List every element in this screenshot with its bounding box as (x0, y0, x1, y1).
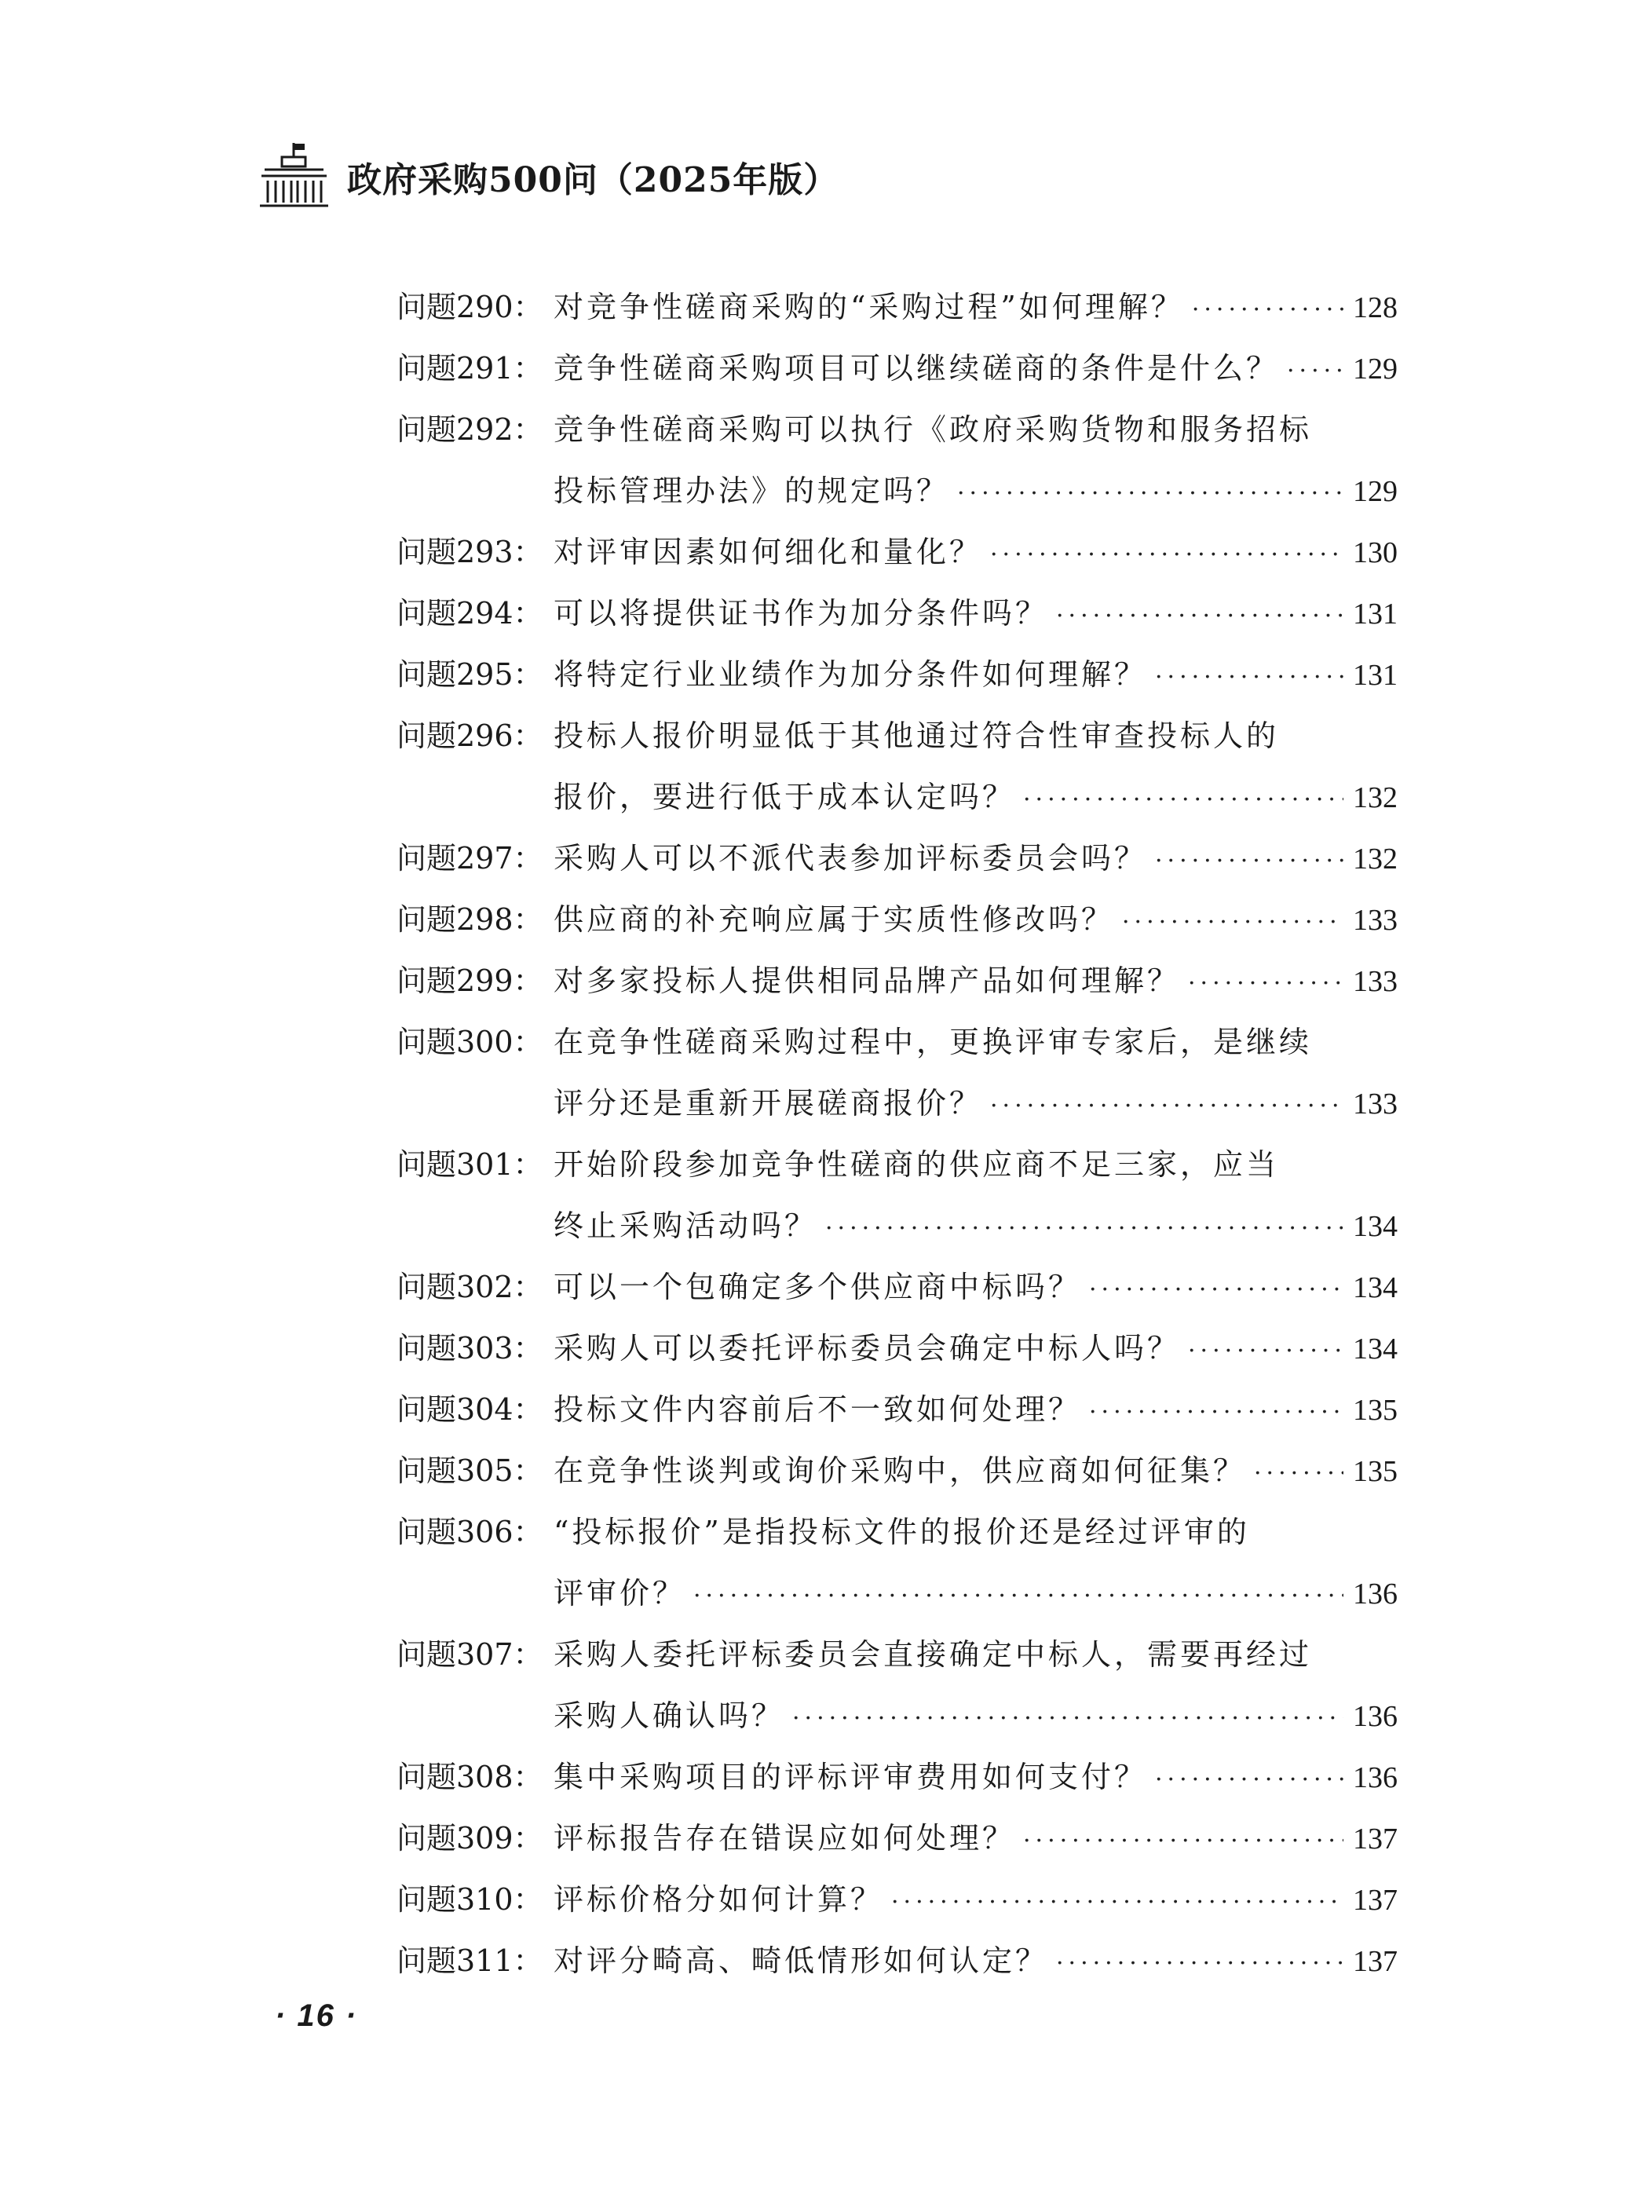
toc-entry-line (397, 1256, 1398, 1318)
question-title: 采购人可以委托评标委员会确定中标人吗？ (554, 1331, 1181, 1366)
toc-entry-line (397, 1685, 1398, 1746)
question-number: 问题294： (397, 596, 543, 631)
toc-entry[interactable] (397, 1869, 1398, 1930)
page-reference: 137 (1353, 1945, 1398, 1978)
toc-entry-line (397, 276, 1398, 338)
question-title: 评标价格分如何计算？ (554, 1882, 884, 1917)
page-reference: 137 (1353, 1823, 1398, 1856)
page-reference: 129 (1353, 353, 1398, 386)
question-number: 问题297： (397, 841, 543, 876)
dot-leader (693, 1566, 1343, 1627)
toc-entry[interactable] (397, 1624, 1398, 1746)
page-reference: 132 (1353, 781, 1398, 814)
question-title: 在竞争性磋商采购过程中，更换评审专家后，是继续 (554, 1025, 1313, 1059)
question-number: 问题308： (397, 1760, 543, 1794)
question-number: 问题303： (397, 1331, 543, 1366)
dot-leader (1023, 770, 1343, 831)
toc-entry[interactable] (397, 1379, 1398, 1440)
dot-leader (1188, 1321, 1343, 1382)
toc-entry[interactable] (397, 1746, 1398, 1808)
question-number: 问题306： (397, 1515, 543, 1549)
toc-entry-line (397, 766, 1398, 828)
question-title: 评分还是重新开展磋商报价？ (554, 1086, 983, 1121)
question-title: 对多家投标人提供相同品牌产品如何理解？ (554, 963, 1181, 998)
toc-entry[interactable] (397, 521, 1398, 583)
toc-entry[interactable] (397, 276, 1398, 338)
toc-entry[interactable] (397, 705, 1398, 828)
page-reference: 136 (1353, 1761, 1398, 1794)
page-reference: 129 (1353, 475, 1398, 508)
toc-entry-line (397, 1318, 1398, 1379)
table-of-contents (397, 276, 1398, 1991)
toc-entry-line (397, 460, 1398, 521)
question-number: 问题301： (397, 1147, 543, 1182)
dot-leader (891, 1872, 1343, 1933)
page-reference: 137 (1353, 1884, 1398, 1917)
question-number: 问题298： (397, 902, 543, 937)
question-title: 开始阶段参加竞争性磋商的供应商不足三家，应当 (554, 1147, 1280, 1182)
dot-leader (1254, 1443, 1343, 1505)
toc-entry-line (397, 1624, 1398, 1685)
toc-entry-line (397, 1808, 1398, 1869)
question-title: 竞争性磋商采购可以执行《政府采购货物和服务招标 (554, 412, 1313, 447)
question-number: 问题305： (397, 1453, 543, 1488)
dot-leader (825, 1198, 1343, 1260)
question-title: 评审价？ (554, 1576, 686, 1611)
dot-leader (1023, 1811, 1343, 1872)
question-title: 对评审因素如何细化和量化？ (554, 535, 983, 569)
question-title: 采购人可以不派代表参加评标委员会吗？ (554, 841, 1148, 876)
question-title: 评标报告存在错误应如何处理？ (554, 1821, 1016, 1856)
dot-leader (1089, 1382, 1343, 1443)
dot-leader (1056, 1933, 1343, 1994)
toc-entry-line (397, 950, 1398, 1011)
question-number: 问题300： (397, 1025, 543, 1059)
dot-leader (1188, 953, 1343, 1015)
page-reference: 135 (1353, 1455, 1398, 1488)
question-number: 问题295： (397, 657, 543, 692)
toc-entry-line (397, 1073, 1398, 1134)
question-number: 问题290： (397, 290, 543, 324)
toc-entry[interactable] (397, 889, 1398, 950)
question-title: 采购人委托评标委员会直接确定中标人，需要再经过 (554, 1637, 1313, 1672)
toc-entry-line (397, 1869, 1398, 1930)
question-number: 问题291： (397, 351, 543, 386)
question-title: 可以将提供证书作为加分条件吗？ (554, 596, 1049, 631)
dot-leader (1155, 831, 1343, 892)
page-reference: 133 (1353, 1088, 1398, 1121)
question-number: 问题299： (397, 963, 543, 998)
page-reference: 133 (1353, 965, 1398, 998)
question-number: 问题292： (397, 412, 543, 447)
toc-entry[interactable] (397, 1930, 1398, 1991)
page-reference: 134 (1353, 1333, 1398, 1366)
question-number: 问题302： (397, 1270, 543, 1304)
question-title: 在竞争性谈判或询价采购中，供应商如何征集？ (554, 1453, 1247, 1488)
toc-entry-line (397, 1379, 1398, 1440)
dot-leader (1122, 892, 1343, 953)
page-reference: 132 (1353, 843, 1398, 876)
toc-entry-line (397, 1134, 1398, 1195)
toc-entry-line (397, 1195, 1398, 1256)
question-number: 问题304： (397, 1392, 543, 1427)
toc-entry-line (397, 1440, 1398, 1501)
toc-entry[interactable] (397, 1501, 1398, 1624)
page-number: · 16 · (275, 1998, 358, 2033)
page-reference: 134 (1353, 1210, 1398, 1243)
dot-leader (990, 525, 1343, 586)
toc-entry[interactable] (397, 1318, 1398, 1379)
toc-entry-line (397, 399, 1398, 460)
question-title: 采购人确认吗？ (554, 1698, 785, 1733)
toc-entry-line (397, 644, 1398, 705)
toc-entry[interactable] (397, 950, 1398, 1011)
toc-entry-line (397, 521, 1398, 583)
toc-entry[interactable] (397, 1256, 1398, 1318)
page-reference: 131 (1353, 598, 1398, 631)
toc-entry[interactable] (397, 583, 1398, 644)
toc-entry-line (397, 889, 1398, 950)
question-title: “投标报价”是指投标文件的报价还是经过评审的 (554, 1515, 1250, 1549)
toc-entry[interactable] (397, 1011, 1398, 1134)
running-header (257, 140, 839, 210)
book-title: 政府采购500问（2025年版） (347, 160, 839, 200)
toc-entry-line (397, 1930, 1398, 1991)
page-reference: 128 (1353, 291, 1398, 324)
question-title: 竞争性磋商采购项目可以继续磋商的条件是什么？ (554, 351, 1280, 386)
dot-leader (1155, 1749, 1343, 1811)
dot-leader (1089, 1260, 1343, 1321)
toc-entry-line (397, 828, 1398, 889)
page-reference: 136 (1353, 1578, 1398, 1611)
question-title: 投标文件内容前后不一致如何处理？ (554, 1392, 1082, 1427)
toc-entry-line (397, 338, 1398, 399)
question-number: 问题311： (397, 1943, 543, 1978)
toc-entry[interactable] (397, 1440, 1398, 1501)
dot-leader (1155, 647, 1343, 708)
question-title: 投标人报价明显低于其他通过符合性审查投标人的 (554, 718, 1280, 753)
question-title: 供应商的补充响应属于实质性修改吗？ (554, 902, 1115, 937)
dot-leader (957, 463, 1343, 525)
dot-leader (990, 1076, 1343, 1137)
question-title: 终止采购活动吗？ (554, 1208, 818, 1243)
toc-entry-line (397, 705, 1398, 766)
question-title: 投标管理办法》的规定吗？ (554, 473, 950, 508)
page-reference: 134 (1353, 1271, 1398, 1304)
toc-entry-line (397, 1746, 1398, 1808)
toc-entry-line (397, 583, 1398, 644)
question-number: 问题310： (397, 1882, 543, 1917)
toc-entry[interactable] (397, 1808, 1398, 1869)
question-number: 问题296： (397, 718, 543, 753)
question-title: 可以一个包确定多个供应商中标吗？ (554, 1270, 1082, 1304)
toc-entry[interactable] (397, 338, 1398, 399)
toc-entry[interactable] (397, 828, 1398, 889)
government-building-icon (257, 140, 331, 210)
toc-entry[interactable] (397, 644, 1398, 705)
page-reference: 130 (1353, 536, 1398, 569)
page-reference: 136 (1353, 1700, 1398, 1733)
toc-entry[interactable] (397, 1134, 1398, 1256)
dot-leader (1192, 280, 1343, 341)
question-title: 对竞争性磋商采购的“采购过程”如何理解？ (554, 290, 1184, 324)
toc-entry-line (397, 1563, 1398, 1624)
question-title: 将特定行业业绩作为加分条件如何理解？ (554, 657, 1148, 692)
question-title: 对评分畸高、畸低情形如何认定？ (554, 1943, 1049, 1978)
dot-leader (1287, 341, 1343, 402)
page-reference: 135 (1353, 1394, 1398, 1427)
question-title: 集中采购项目的评标评审费用如何支付？ (554, 1760, 1148, 1794)
dot-leader (792, 1688, 1343, 1749)
question-number: 问题293： (397, 535, 543, 569)
question-number: 问题309： (397, 1821, 543, 1856)
question-title: 报价，要进行低于成本认定吗？ (554, 780, 1016, 814)
toc-entry[interactable] (397, 399, 1398, 521)
toc-entry-line (397, 1011, 1398, 1073)
toc-entry-line (397, 1501, 1398, 1563)
dot-leader (1056, 586, 1343, 647)
page-reference: 131 (1353, 659, 1398, 692)
question-number: 问题307： (397, 1637, 543, 1672)
page-reference: 133 (1353, 904, 1398, 937)
